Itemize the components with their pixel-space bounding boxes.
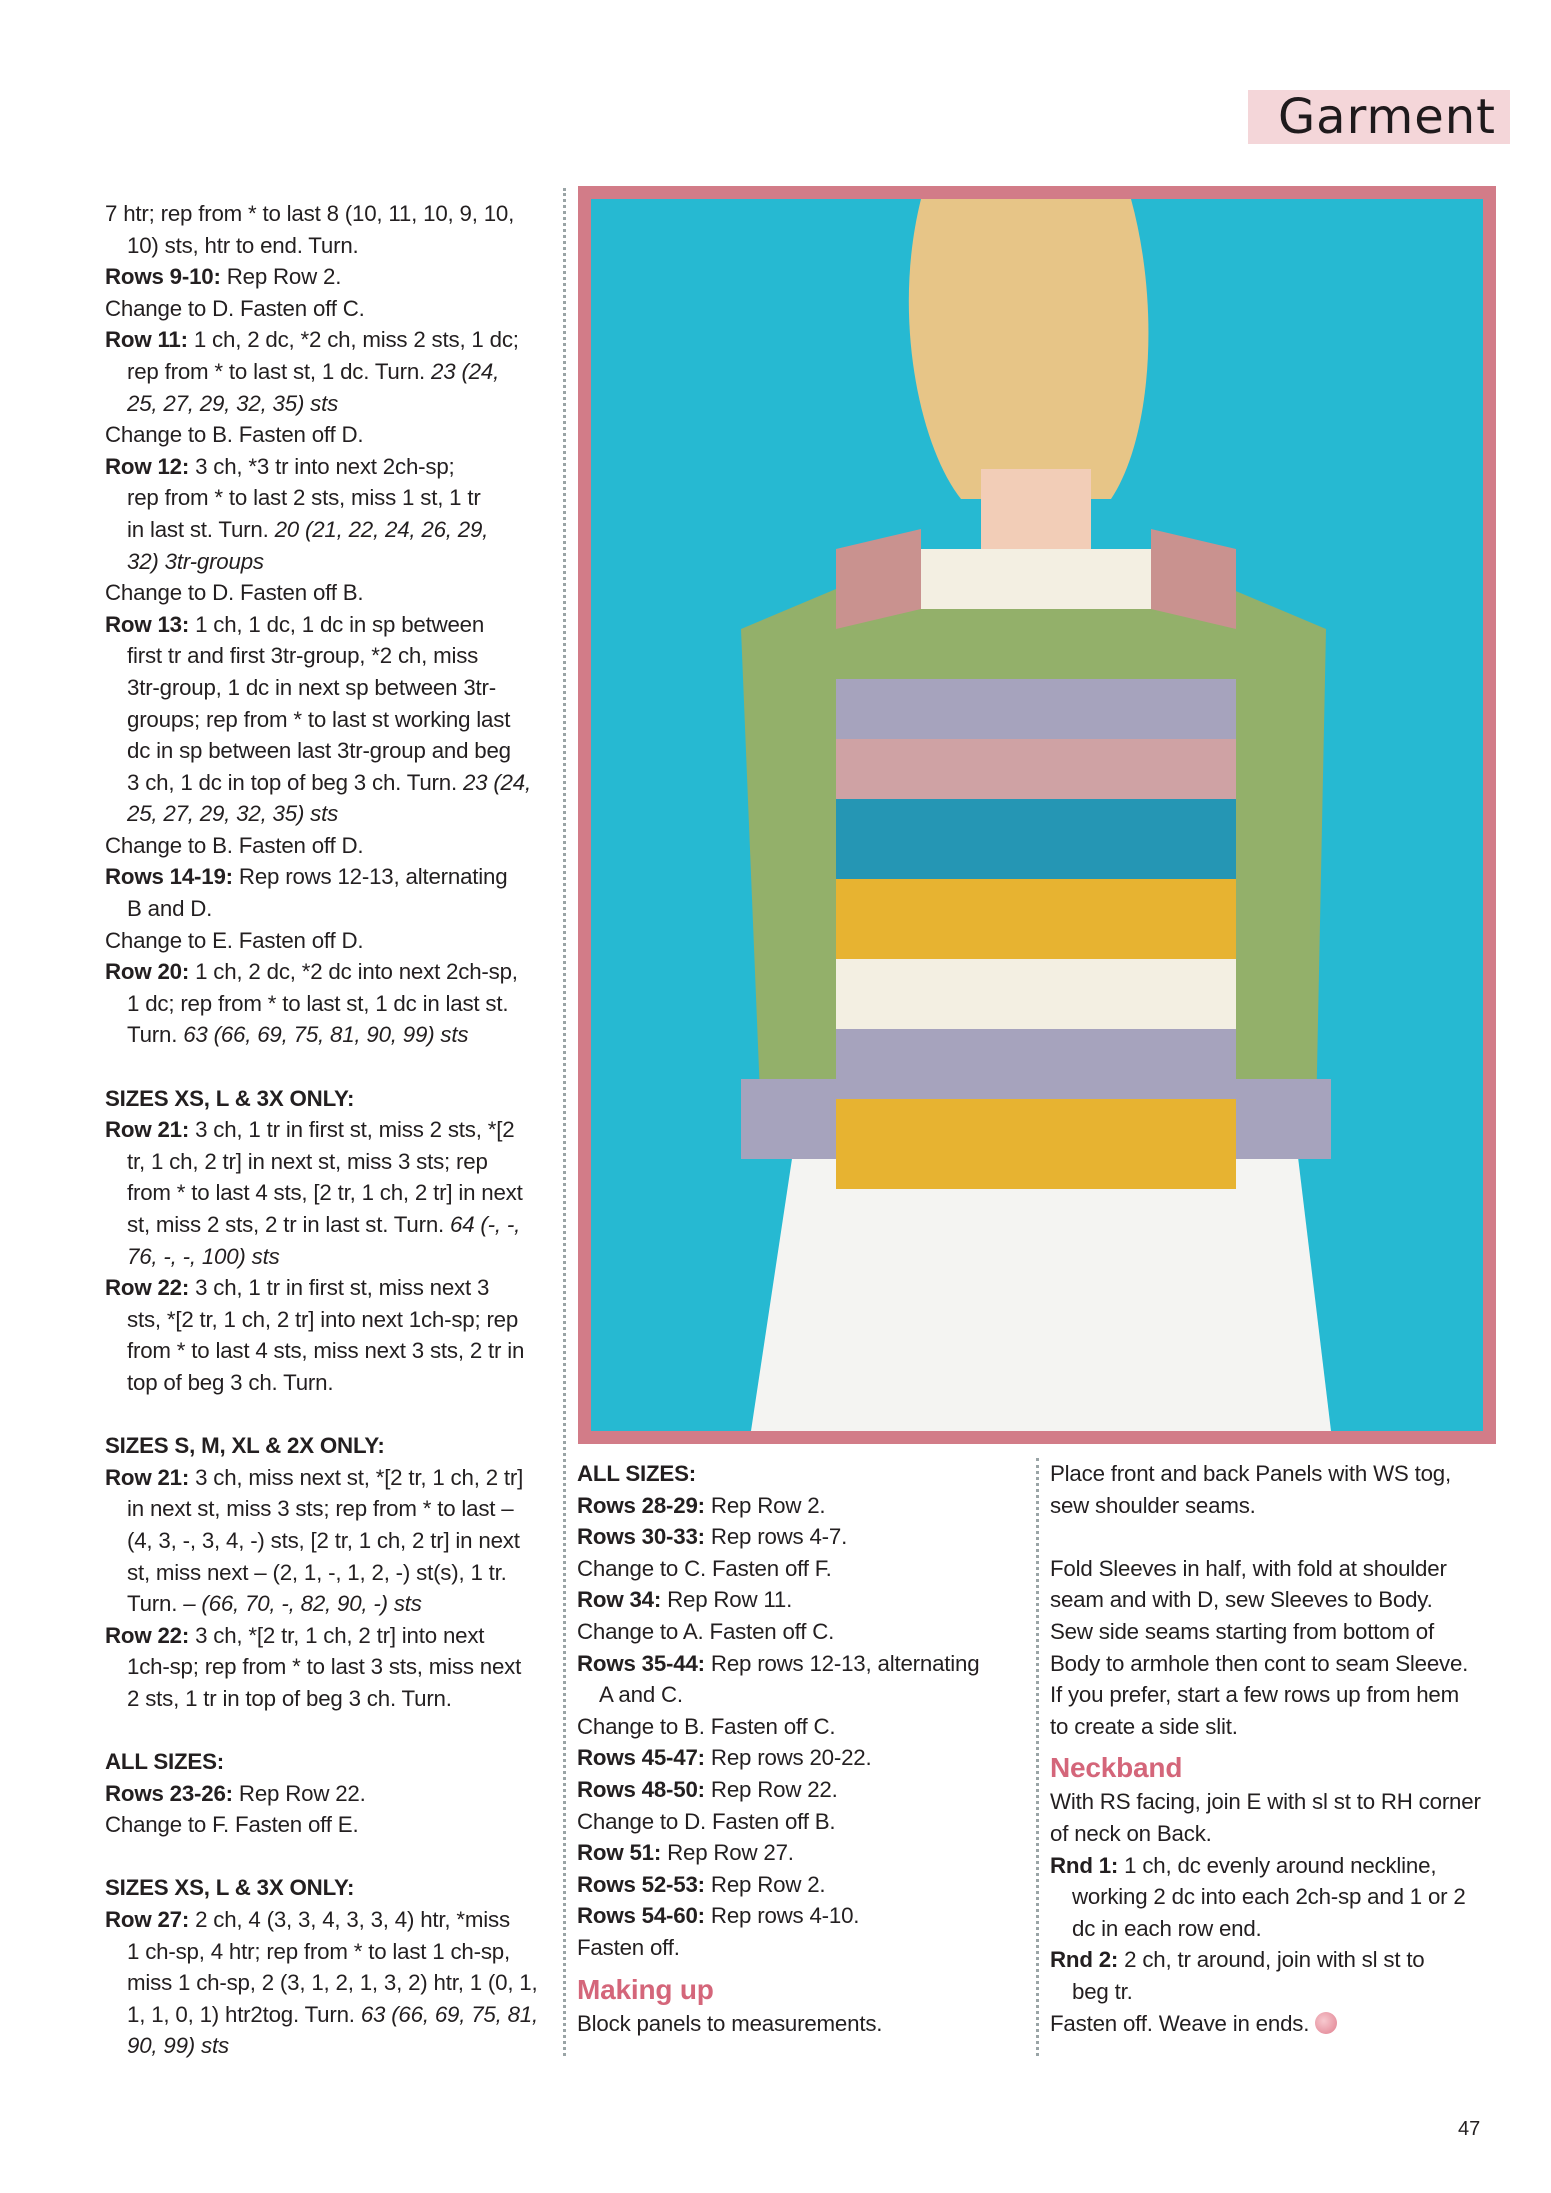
stripe-teal: [836, 799, 1236, 879]
sweater-stripes: [836, 549, 1236, 1189]
page-number: 47: [1458, 2118, 1481, 2140]
yarn-ball-icon: [1315, 2012, 1337, 2034]
stripe-yellow: [836, 879, 1236, 959]
sizes-heading: ALL SIZES:: [577, 1461, 696, 1486]
instructions-column-2: ALL SIZES: Rows 28-29: Rep Row 2. Rows 30-33: Rep rows 4-7. Change to C. Fasten off F. Row 34: Rep Row 11. Change to A. Fasten off C. Rows 35-44: Rep rows 12-13, alternating A and C. Change to B. Fasten off C. Rows 45-47: Rep rows 20-22. Rows 48-50: Rep Row 22. Change to D. Fasten off B. Row 51: Rep Row 27. Rows 52-53: Rep Row 2. Rows 54-60: Rep rows 4-10. Fasten off. Making up Block panels to measurements.: [577, 1458, 1017, 2039]
sizes-heading: SIZES XS, L & 3X ONLY:: [105, 1875, 355, 1901]
right-sleeve: [1221, 589, 1326, 1119]
sweater-illustration: [591, 199, 1483, 1431]
neck-shape: [981, 469, 1091, 559]
column-divider: [563, 188, 566, 2056]
sizes-heading: ALL SIZES:: [105, 1749, 224, 1775]
stripe-green: [836, 609, 1236, 679]
hair-shape: [909, 199, 1149, 499]
garment-photo: [591, 199, 1483, 1431]
stripe-pink: [836, 739, 1236, 799]
garment-photo-frame: [578, 186, 1496, 1444]
making-up-heading: Making up: [577, 1973, 714, 2005]
neckband-heading: Neckband: [1050, 1752, 1183, 1784]
sizes-heading: SIZES XS, L & 3X ONLY:: [105, 1085, 355, 1111]
stripe-lilac: [836, 679, 1236, 739]
instructions-column-1: 7 htr; rep from * to last 8 (10, 11, 10, 9, 10, 10) sts, htr to end. Turn. Rows 9-10: Rep Row 2. Change to D. Fasten off C. Row 11: 1 ch, 2 dc, *2 ch, miss 2 sts, 1 dc; rep from * to last st, 1 dc. Turn. 23 (24, 25, 27, 29, 32, 35) sts Change to B. Fasten off D. Row 12: 3 ch, *3 tr into next 2ch-sp; rep from * to last 2 sts, miss 1 st, 1 tr in last st. Turn. 20 (21, 22, 24, 26, 29, 32) 3tr-groups Change to D. Fasten off B. Row 13: 1 ch, 1 dc, 1 dc in sp between first tr and first 3tr-group, *2 ch, miss 3tr-group, 1 dc in next sp between 3tr- groups; rep from * to last st working last dc in sp between last 3tr-group and beg 3 ch, 1 dc in top of beg 3 ch. Turn. 23 (24, 25, 27, 29, 32, 35) sts Change to B. Fasten off D. Rows 14-19: Rep rows 12-13, alternating B and D. Change to E. Fasten off D. Row 20: 1 ch, 2 dc, *2 dc into next 2ch-sp, 1 dc; rep from * to last st, 1 dc in last st. Turn. 63 (66, 69, 75, 81, 90, 99) sts SIZES XS, L & 3X ONLY: Row 21: 3 ch, 1 tr in first st, miss 2 sts, *[2 tr, 1 ch, 2 tr] in next st, miss 3 sts; rep from * to last 4 sts, [2 tr, 1 ch, 2 tr] in next st, miss 2 sts, 2 tr in last st. Turn. 64 (-, -, 76, -, -, 100) sts Row 22: 3 ch, 1 tr in first st, miss next 3 sts, *[2 tr, 1 ch, 2 tr] into next 1ch-sp; rep from * to last 4 sts, miss next 3 sts, 2 tr in top of beg 3 ch. Turn. SIZES S, M, XL & 2X ONLY: Row 21: 3 ch, miss next st, *[2 tr, 1 ch, 2 tr] in next st, miss 3 sts; rep from * to last – (4, 3, -, 3, 4, -) sts, [2 tr, 1 ch, 2 tr] in next st, miss next – (2, 1, -, 1, 2, -) st(s), 1 tr. Turn. – (66, 70, -, 82, 90, -) sts Row 22: 3 ch, *[2 tr, 1 ch, 2 tr] into next 1ch-sp; rep from * to last 3 sts, miss next 2 sts, 1 tr in top of beg 3 ch. Turn. ALL SIZES: Rows 23-26: Rep Row 22. Change to F. Fasten off E. SIZES XS, L & 3X ONLY: Row 27: 2 ch, 4 (3, 3, 4, 3, 3, 4) htr, *miss 1 ch-sp, 4 htr; rep from * to last 1 ch-sp, miss 1 ch-sp, 2 (3, 1, 2, 1, 3, 2) htr, 1 (0, 1, 1, 1, 0, 1) htr2tog. Turn. 63 (66, 69, 75, 81, 90, 99) sts: [105, 198, 545, 2062]
stripe-yellow-hem: [836, 1099, 1236, 1189]
instructions-column-3: Place front and back Panels with WS tog, sew shoulder seams. Fold Sleeves in half, with fold at shoulder seam and with D, sew Sleeves to Body. Sew side seams starting from bottom of Body to armhole then cont to seam Sleeve. If you prefer, start a few rows up from hem to create a side slit. Neckband With RS facing, join E with sl st to RH corner of neck on Back. Rnd 1: 1 ch, dc evenly around neckline, working 2 dc into each 2ch-sp and 1 or 2 dc in each row end. Rnd 2: 2 ch, tr around, join with sl st to beg tr. Fasten off. Weave in ends.: [1050, 1458, 1490, 2039]
stripe-grey: [836, 1029, 1236, 1099]
stripe-cream-2: [836, 959, 1236, 1029]
sizes-heading: SIZES S, M, XL & 2X ONLY:: [105, 1433, 385, 1459]
section-label: Garment: [1248, 90, 1510, 144]
column-divider: [1036, 1458, 1039, 2056]
